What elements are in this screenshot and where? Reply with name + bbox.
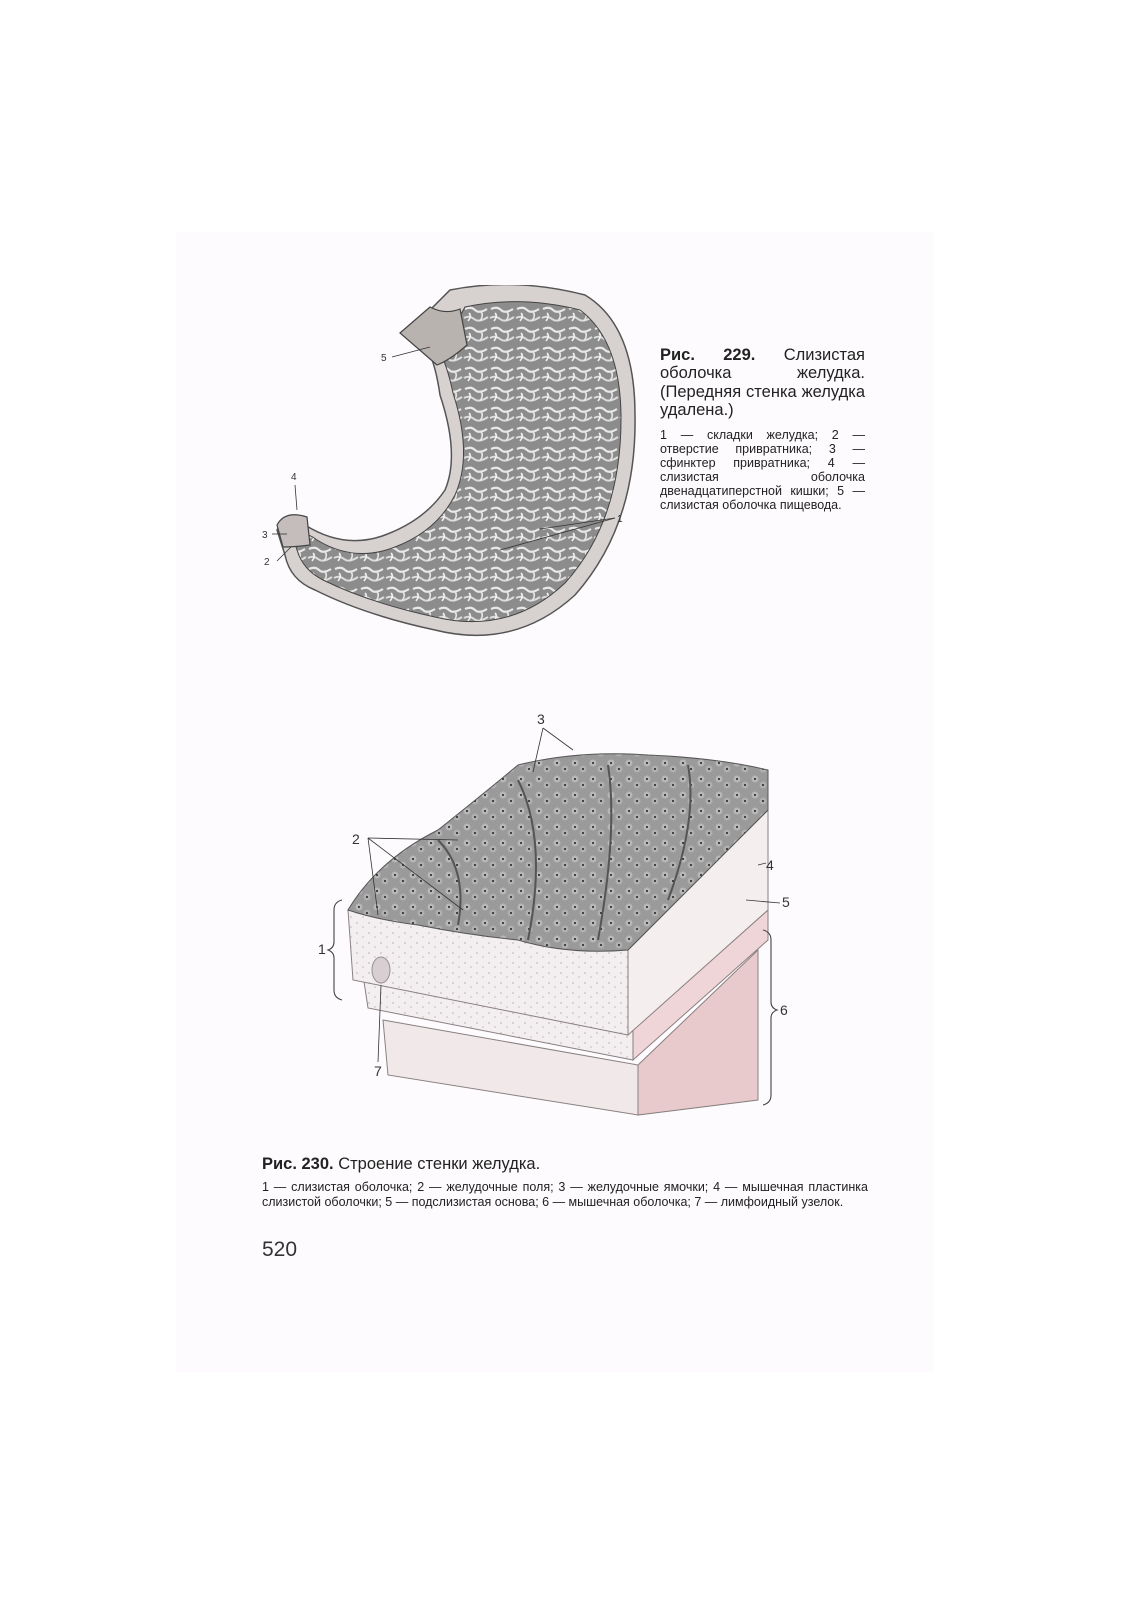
fig230-label-7: 7 — [374, 1063, 382, 1079]
fig230-label-2: 2 — [352, 831, 360, 847]
fig230-label-6: 6 — [780, 1002, 788, 1018]
fig229-label-3: 3 — [262, 530, 268, 541]
figure-230-title: Строение стенки желудка. — [338, 1155, 541, 1173]
fig229-label-1: 1 — [617, 514, 623, 525]
figure-229-caption — [660, 346, 865, 512]
fig230-label-3: 3 — [537, 711, 545, 727]
fig229-label-4: 4 — [291, 472, 297, 483]
figure-230-caption — [262, 1155, 868, 1209]
stomach-illustration — [255, 285, 645, 660]
fig230-label-4: 4 — [766, 857, 774, 873]
fig229-label-5: 5 — [381, 353, 387, 364]
figure-230-legend: 1 — слизистая оболочка; 2 — желудочные поля; 3 — желудочные ямочки; 4 — мышечная пластинка слизистой оболочки; 5 — подслизистая основа; 6 — мышечная оболочка; 7 — лимфоидный узелок. — [262, 1180, 868, 1209]
stomach-wall-illustration — [318, 710, 818, 1160]
figure-229-legend: 1 — складки желудка; 2 — отверстие привратника; 3 — сфинктер привратника; 4 — слизистая оболочка двенадцатиперстной кишки; 5 — слизистая оболочка пищевода. — [660, 427, 865, 512]
page-number: 520 — [262, 1238, 298, 1261]
figure-229-title: Слизистая оболочка желудка. (Передняя стенка желудка удалена.) — [660, 346, 865, 420]
fig229-label-2: 2 — [264, 557, 270, 568]
figure-229-label: Рис. 229. — [660, 346, 756, 364]
fig230-label-1: 1 — [318, 941, 326, 957]
fig230-label-5: 5 — [782, 894, 790, 910]
figure-230-label: Рис. 230. — [262, 1155, 334, 1173]
